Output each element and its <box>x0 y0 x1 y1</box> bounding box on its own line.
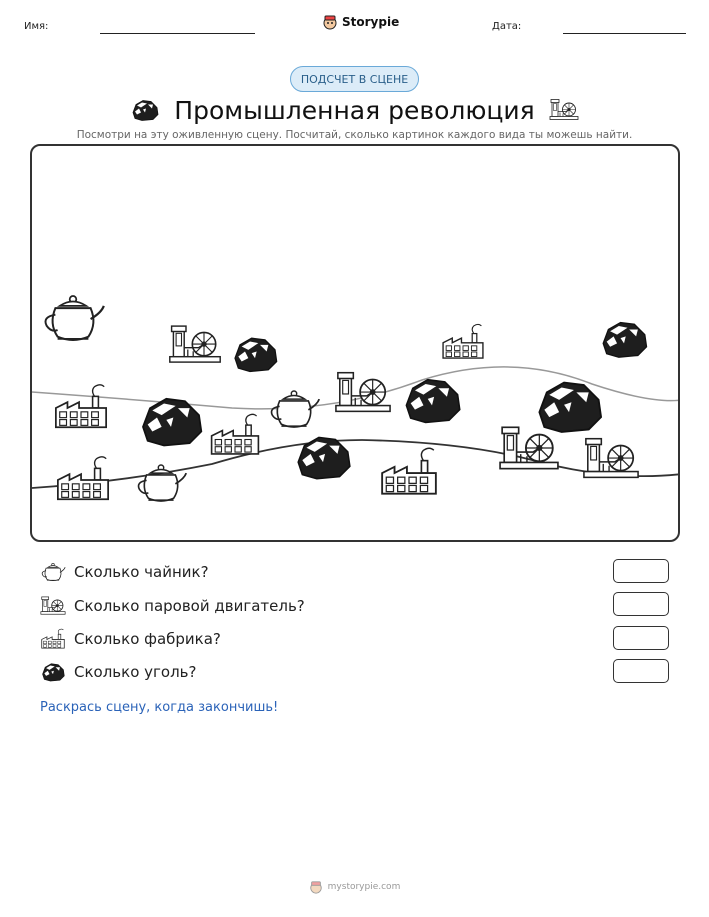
scene-teapot <box>134 460 188 506</box>
date-label: Дата: <box>492 21 522 32</box>
scene-factory <box>54 454 112 504</box>
date-field-line[interactable] <box>563 33 686 34</box>
question-text: Сколько чайник? <box>74 563 209 581</box>
footer-url[interactable]: mystorypie.com <box>327 882 401 892</box>
activity-badge: ПОДСЧЕТ В СЦЕНЕ <box>290 66 419 92</box>
question-teapot <box>40 558 209 586</box>
name-label: Имя: <box>24 21 49 32</box>
scene-steam-engine <box>582 434 640 484</box>
coloring-note: Раскрась сцену, когда закончишь! <box>40 700 279 715</box>
steam-engine-icon <box>549 97 579 123</box>
scene-steam-engine <box>334 368 392 418</box>
question-factory <box>40 625 221 653</box>
scene-teapot <box>40 290 106 346</box>
coal-icon <box>40 661 66 683</box>
title-row <box>0 92 709 128</box>
question-text: Сколько фабрика? <box>74 630 221 648</box>
scene-coal <box>230 332 280 376</box>
question-coal <box>40 658 196 686</box>
question-text: Сколько уголь? <box>74 663 197 681</box>
name-field-line[interactable] <box>100 33 255 34</box>
scene-factory <box>208 412 262 458</box>
answer-box-teapot[interactable] <box>613 559 669 583</box>
answer-box-steam-engine[interactable] <box>613 592 669 616</box>
scene-steam-engine <box>168 322 222 368</box>
scene-coal <box>136 390 206 452</box>
question-text: Сколько паровой двигатель? <box>74 597 305 615</box>
scene-factory <box>52 382 110 432</box>
counting-scene <box>30 144 680 542</box>
teapot-icon <box>40 561 66 583</box>
steam-engine-icon <box>40 595 66 617</box>
scene-coal <box>292 430 354 484</box>
coal-icon <box>130 97 160 123</box>
answer-box-coal[interactable] <box>613 659 669 683</box>
scene-teapot <box>267 386 321 432</box>
scene-coal <box>598 316 650 362</box>
factory-icon <box>40 628 66 650</box>
answer-box-factory[interactable] <box>613 626 669 650</box>
scene-factory <box>378 446 440 498</box>
storypie-mascot-icon <box>322 14 338 30</box>
scene-coal <box>532 374 606 438</box>
instructions: Посмотри на эту оживленную сцену. Посчитай, сколько картинок каждого вида ты можешь найти. <box>76 129 633 141</box>
scene-factory <box>440 322 486 362</box>
storypie-logo <box>322 14 399 30</box>
question-steam-engine <box>40 592 305 620</box>
scene-coal <box>400 372 464 428</box>
page-title: Промышленная революция <box>174 95 535 125</box>
logo-text: Storypie <box>342 15 400 29</box>
footer <box>0 880 709 894</box>
storypie-mascot-icon <box>309 880 323 894</box>
